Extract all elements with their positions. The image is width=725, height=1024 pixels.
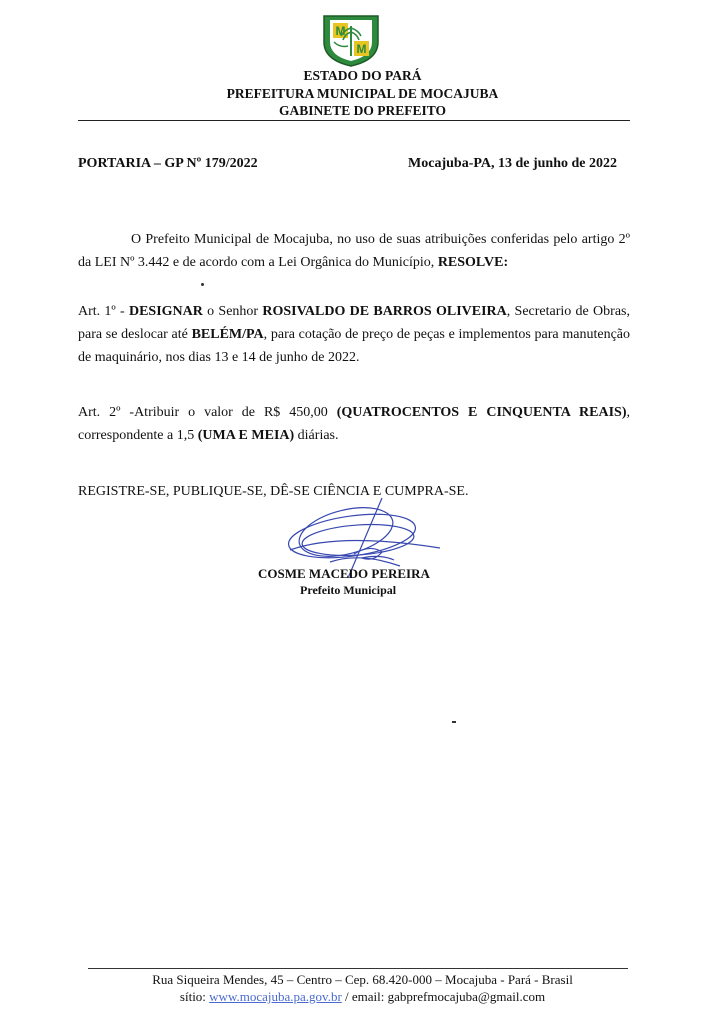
preamble-text: O Prefeito Municipal de Mocajuba, no uso de suas atribuições conferidas pelo artigo 2º da LEI Nº 3.442 e de acordo com a Lei Orgânica do Município, — [78, 232, 630, 270]
email-text: / email: gabprefmocajuba@gmail.com — [341, 989, 546, 1004]
article-2-text: diárias. — [294, 428, 339, 443]
destination-city: BELÉM/PA — [191, 327, 264, 342]
stray-mark — [201, 283, 204, 286]
header-state: ESTADO DO PARÁ — [303, 68, 422, 83]
article-1-label: Art. 1º - — [78, 304, 129, 319]
footer-address: Rua Siqueira Mendes, 45 – Centro – Cep. 68.420-000 – Mocajuba - Pará - Brasil — [152, 972, 573, 987]
mayor-title: Prefeito Municipal — [300, 583, 397, 597]
resolve-keyword: RESOLVE: — [437, 255, 509, 270]
header-divider — [78, 120, 630, 121]
article-1-paragraph — [78, 300, 630, 369]
website-link[interactable]: www.mocajuba.pa.gov.br — [209, 989, 342, 1004]
mayor-name: COSME MACEDO PEREIRA — [258, 566, 430, 581]
footer-divider — [88, 968, 628, 969]
footer-contact — [0, 988, 725, 1006]
stray-mark — [452, 721, 456, 723]
per-diem-in-words: (UMA E MEIA) — [197, 428, 295, 443]
article-1-text: , Secretario de Obras, para se deslocar até — [78, 304, 630, 342]
article-2-paragraph — [78, 401, 630, 447]
amount-in-words: (QUATROCENTOS E CINQUENTA REAIS) — [336, 405, 627, 420]
header-prefecture: PREFEITURA MUNICIPAL DE MOCAJUBA — [226, 86, 499, 101]
article-1-text: o Senhor — [202, 304, 263, 319]
svg-text:M: M — [356, 42, 367, 56]
document-date: Mocajuba-PA, 13 de junho de 2022 — [408, 156, 617, 171]
article-2-text: Art. 2º -Atribuir o valor de R$ 450,00 — [78, 405, 337, 420]
svg-text:M: M — [335, 24, 346, 38]
preamble-paragraph — [78, 228, 630, 274]
article-1-text: , para cotação de preço de peças e implementos para manutenção de maquinário, nos dias 13 e 14 de junho de 2022. — [78, 327, 630, 365]
portaria-number: PORTARIA – GP Nº 179/2022 — [78, 156, 258, 171]
designar-keyword: DESIGNAR — [128, 304, 203, 319]
header-cabinet: GABINETE DO PREFEITO — [278, 103, 447, 118]
closing-formula: REGISTRE-SE, PUBLIQUE-SE, DÊ-SE CIÊNCIA E CUMPRA-SE. — [78, 484, 469, 499]
site-label: sítio: — [179, 989, 210, 1004]
article-2-text: , correspondente a 1,5 — [78, 405, 630, 443]
municipal-crest-logo — [320, 12, 382, 68]
designated-person-name: ROSIVALDO DE BARROS OLIVEIRA — [262, 304, 507, 319]
